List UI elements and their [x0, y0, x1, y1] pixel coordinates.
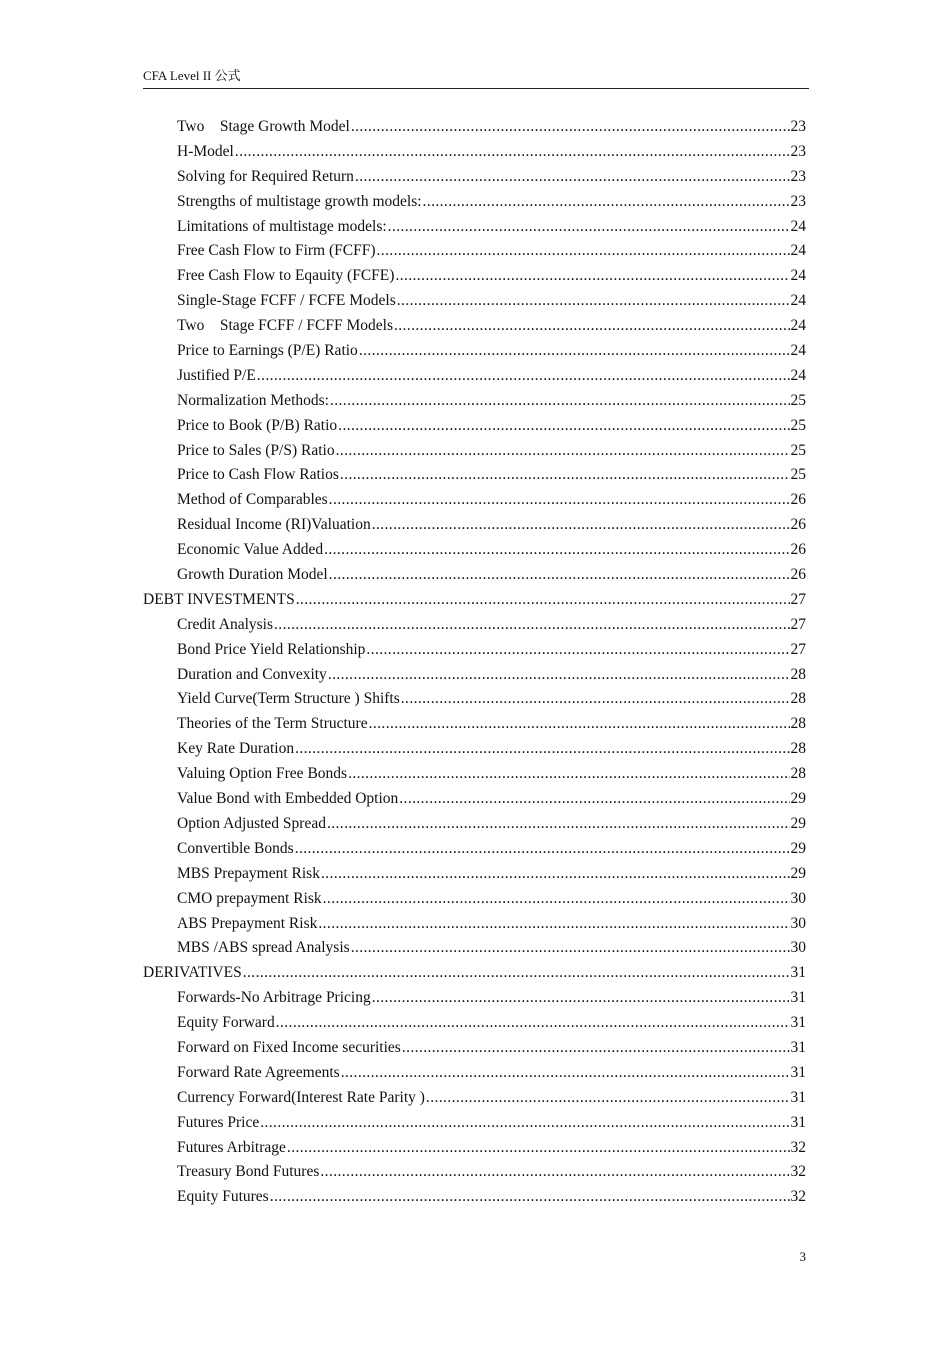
toc-entry-page: 31: [790, 989, 806, 1007]
toc-dot-leader: [329, 563, 790, 588]
toc-entry-title: H-Model: [177, 142, 234, 160]
toc-entry[interactable]: [143, 862, 806, 887]
toc-entry[interactable]: [143, 712, 806, 737]
toc-entry-title: Futures Price: [177, 1113, 260, 1131]
toc-entry[interactable]: [143, 912, 806, 937]
toc-entry-title: Normalization Methods:: [177, 391, 329, 409]
toc-dot-leader: [402, 1036, 790, 1061]
toc-dot-leader: [296, 588, 790, 613]
toc-entry-page: 27: [790, 590, 806, 608]
toc-entry-title: Treasury Bond Futures: [177, 1163, 320, 1181]
toc-dot-leader: [340, 463, 790, 488]
toc-dot-leader: [397, 289, 790, 314]
toc-entry-page: 32: [790, 1138, 806, 1156]
toc-dot-leader: [394, 314, 790, 339]
toc-dot-leader: [323, 887, 790, 912]
toc-entry[interactable]: [143, 663, 806, 688]
toc-entry-title: Currency Forward(Interest Rate Parity ): [177, 1088, 425, 1106]
toc-entry-page: 24: [790, 317, 806, 335]
toc-entry-page: 26: [790, 566, 806, 584]
toc-entry-title: Forwards-No Arbitrage Pricing: [177, 989, 371, 1007]
toc-dot-leader: [328, 663, 790, 688]
toc-entry-page: 30: [790, 889, 806, 907]
toc-entry-title: Equity Forward: [177, 1014, 275, 1032]
toc-entry-page: 29: [790, 790, 806, 808]
toc-entry[interactable]: [143, 1086, 806, 1111]
toc-entry[interactable]: [143, 389, 806, 414]
toc-dot-leader: [260, 1111, 789, 1136]
toc-entry-title: Theories of the Term Structure: [177, 715, 368, 733]
toc-entry-page: 31: [790, 1038, 806, 1056]
toc-entry[interactable]: [143, 215, 806, 240]
toc-entry[interactable]: [143, 488, 806, 513]
toc-entry[interactable]: [143, 787, 806, 812]
toc-dot-leader: [395, 264, 789, 289]
toc-entry-title: Option Adjusted Spread: [177, 814, 326, 832]
toc-entry-title: DERIVATIVES: [143, 964, 242, 982]
toc-dot-leader: [388, 215, 790, 240]
toc-entry-title: Forward Rate Agreements: [177, 1063, 340, 1081]
toc-entry[interactable]: [143, 837, 806, 862]
toc-entry-title: Two Stage FCFF / FCFF Models: [177, 317, 393, 335]
toc-entry-title: Futures Arbitrage: [177, 1138, 286, 1156]
toc-dot-leader: [324, 538, 789, 563]
toc-entry[interactable]: [143, 887, 806, 912]
toc-entry-page: 30: [790, 914, 806, 932]
toc-entry-page: 23: [790, 192, 806, 210]
toc-dot-leader: [327, 812, 790, 837]
toc-entry[interactable]: [143, 264, 806, 289]
toc-entry-title: MBS /ABS spread Analysis: [177, 939, 350, 957]
toc-entry[interactable]: [143, 812, 806, 837]
toc-entry[interactable]: [143, 339, 806, 364]
toc-dot-leader: [401, 687, 790, 712]
toc-entry[interactable]: [143, 165, 806, 190]
toc-entry-title: Price to Cash Flow Ratios: [177, 466, 339, 484]
toc-entry-page: 25: [790, 391, 806, 409]
toc-entry-title: DEBT INVESTMENTS: [143, 590, 295, 608]
toc-entry-page: 28: [790, 715, 806, 733]
toc-entry-page: 31: [790, 1063, 806, 1081]
toc-dot-leader: [276, 1011, 790, 1036]
toc-entry-title: Price to Book (P/B) Ratio: [177, 416, 338, 434]
toc-entry[interactable]: [143, 289, 806, 314]
toc-entry-page: 23: [790, 142, 806, 160]
toc-entry-page: 26: [790, 541, 806, 559]
toc-dot-leader: [377, 239, 790, 264]
toc-entry-page: 25: [790, 466, 806, 484]
toc-dot-leader: [318, 912, 789, 937]
toc-entry-page: 30: [790, 939, 806, 957]
table-of-contents: [143, 115, 806, 1210]
toc-dot-leader: [372, 986, 790, 1011]
toc-dot-leader: [287, 1136, 790, 1161]
toc-dot-leader: [366, 638, 789, 663]
toc-entry[interactable]: [143, 1011, 806, 1036]
toc-entry-title: Method of Comparables: [177, 491, 328, 509]
toc-entry-page: 29: [790, 839, 806, 857]
toc-entry-title: Key Rate Duration: [177, 740, 295, 758]
toc-entry-title: ABS Prepayment Risk: [177, 914, 318, 932]
toc-entry-page: 27: [790, 615, 806, 633]
toc-entry-page: 28: [790, 740, 806, 758]
toc-dot-leader: [426, 1086, 790, 1111]
toc-entry-page: 27: [790, 640, 806, 658]
toc-entry-title: CMO prepayment Risk: [177, 889, 322, 907]
toc-dot-leader: [351, 936, 790, 961]
toc-entry-title: Bond Price Yield Relationship: [177, 640, 366, 658]
toc-entry-page: 32: [790, 1188, 806, 1206]
toc-entry-page: 24: [790, 292, 806, 310]
toc-entry[interactable]: [143, 463, 806, 488]
toc-entry[interactable]: [143, 1160, 806, 1185]
toc-entry[interactable]: [143, 513, 806, 538]
toc-section-heading[interactable]: [143, 588, 806, 613]
toc-entry[interactable]: [143, 986, 806, 1011]
toc-entry-page: 28: [790, 690, 806, 708]
toc-entry[interactable]: [143, 314, 806, 339]
toc-entry-page: 24: [790, 242, 806, 260]
toc-entry[interactable]: [143, 687, 806, 712]
toc-entry[interactable]: [143, 1111, 806, 1136]
toc-entry-page: 24: [790, 217, 806, 235]
toc-entry-title: MBS Prepayment Risk: [177, 864, 320, 882]
toc-section-heading[interactable]: [143, 961, 806, 986]
toc-entry-page: 24: [790, 342, 806, 360]
toc-entry[interactable]: [143, 1036, 806, 1061]
toc-entry-page: 28: [790, 665, 806, 683]
toc-entry-title: Convertible Bonds: [177, 839, 294, 857]
toc-entry-title: Growth Duration Model: [177, 566, 328, 584]
toc-dot-leader: [336, 439, 790, 464]
toc-entry-title: Free Cash Flow to Eqauity (FCFE): [177, 267, 395, 285]
toc-entry[interactable]: [143, 1136, 806, 1161]
toc-entry-page: 26: [790, 491, 806, 509]
toc-entry[interactable]: [143, 439, 806, 464]
toc-entry-page: 25: [790, 441, 806, 459]
toc-entry-title: Limitations of multistage models:: [177, 217, 387, 235]
toc-entry-title: Equity Futures: [177, 1188, 269, 1206]
toc-entry-title: Strengths of multistage growth models:: [177, 192, 422, 210]
toc-entry[interactable]: [143, 239, 806, 264]
toc-entry-page: 23: [790, 118, 806, 135]
toc-entry-page: 24: [790, 267, 806, 285]
toc-entry-title: Free Cash Flow to Firm (FCFF): [177, 242, 376, 260]
toc-entry-title: Two Stage Growth Model: [177, 118, 350, 135]
toc-dot-leader: [351, 115, 790, 140]
toc-entry[interactable]: [143, 762, 806, 787]
toc-dot-leader: [274, 613, 789, 638]
toc-entry-title: Single-Stage FCFF / FCFE Models: [177, 292, 396, 310]
toc-entry-title: Economic Value Added: [177, 541, 324, 559]
toc-dot-leader: [295, 737, 789, 762]
toc-entry-title: Duration and Convexity: [177, 665, 327, 683]
toc-dot-leader: [369, 712, 790, 737]
toc-entry-page: 31: [790, 1014, 806, 1032]
toc-entry-page: 23: [790, 167, 806, 185]
toc-dot-leader: [320, 1160, 789, 1185]
toc-entry-page: 28: [790, 765, 806, 783]
toc-entry[interactable]: [143, 1061, 806, 1086]
toc-entry-title: Value Bond with Embedded Option: [177, 790, 399, 808]
toc-dot-leader: [243, 961, 790, 986]
toc-entry[interactable]: [143, 613, 806, 638]
toc-dot-leader: [257, 364, 790, 389]
toc-entry[interactable]: [143, 115, 806, 140]
toc-entry[interactable]: [143, 563, 806, 588]
toc-dot-leader: [355, 165, 790, 190]
toc-entry[interactable]: [143, 414, 806, 439]
toc-dot-leader: [235, 140, 790, 165]
toc-entry-page: 29: [790, 864, 806, 882]
toc-entry-page: 26: [790, 516, 806, 534]
toc-entry-page: 29: [790, 814, 806, 832]
toc-dot-leader: [348, 762, 789, 787]
toc-dot-leader: [359, 339, 790, 364]
toc-entry-title: Forward on Fixed Income securities: [177, 1038, 401, 1056]
toc-dot-leader: [341, 1061, 790, 1086]
toc-dot-leader: [295, 837, 790, 862]
toc-entry-title: Price to Sales (P/S) Ratio: [177, 441, 335, 459]
toc-entry[interactable]: [143, 638, 806, 663]
toc-entry-page: 31: [790, 1113, 806, 1131]
toc-dot-leader: [321, 862, 790, 887]
toc-entry[interactable]: [143, 737, 806, 762]
toc-entry-title: Credit Analysis: [177, 615, 274, 633]
page-number: 3: [799, 1249, 806, 1264]
toc-dot-leader: [270, 1185, 790, 1210]
toc-entry-page: 31: [790, 1088, 806, 1106]
toc-entry-title: Justified P/E: [177, 366, 256, 384]
toc-entry-title: Valuing Option Free Bonds: [177, 765, 348, 783]
toc-dot-leader: [329, 488, 790, 513]
toc-entry-page: 25: [790, 416, 806, 434]
header-title: CFA Level II 公式: [143, 68, 241, 83]
toc-entry[interactable]: [143, 538, 806, 563]
toc-dot-leader: [372, 513, 790, 538]
toc-entry-page: 32: [790, 1163, 806, 1181]
toc-entry[interactable]: [143, 1185, 806, 1210]
toc-entry-page: 24: [790, 366, 806, 384]
toc-dot-leader: [330, 389, 790, 414]
page-header: [143, 66, 809, 89]
toc-dot-leader: [399, 787, 789, 812]
toc-entry[interactable]: [143, 364, 806, 389]
toc-entry-page: 31: [790, 964, 806, 982]
toc-entry-title: Yield Curve(Term Structure ) Shifts: [177, 690, 400, 708]
toc-dot-leader: [338, 414, 789, 439]
toc-entry-title: Price to Earnings (P/E) Ratio: [177, 342, 358, 360]
toc-entry[interactable]: [143, 140, 806, 165]
toc-entry-title: Solving for Required Return: [177, 167, 354, 185]
toc-dot-leader: [423, 190, 790, 215]
toc-entry[interactable]: [143, 190, 806, 215]
toc-entry-title: Residual Income (RI)Valuation: [177, 516, 371, 534]
toc-entry[interactable]: [143, 936, 806, 961]
